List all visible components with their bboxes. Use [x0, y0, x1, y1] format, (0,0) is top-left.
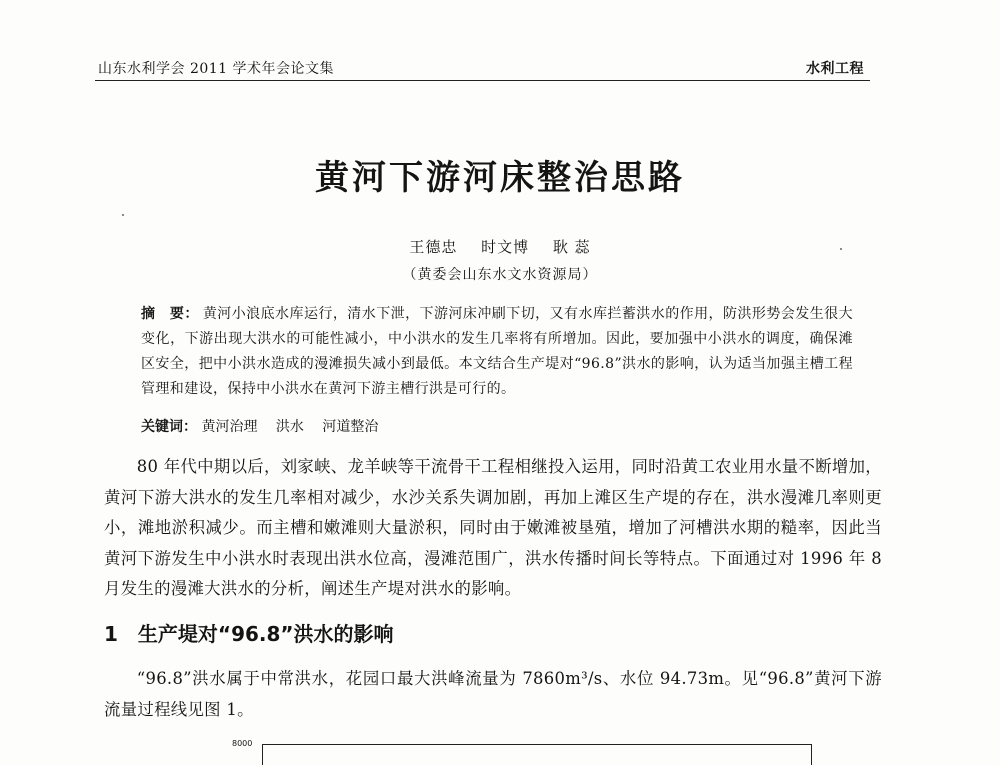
- keywords-label: 关键词：: [141, 419, 197, 435]
- section-heading: [104, 618, 394, 647]
- running-header-right: 水利工程: [806, 61, 864, 77]
- author-list: [0, 236, 1000, 257]
- author: 耿 蕊: [552, 238, 591, 256]
- abstract: [141, 302, 853, 402]
- author: 王德忠: [409, 238, 458, 256]
- keyword: 洪水: [275, 419, 304, 435]
- body-paragraph-2: “96.8”洪水属于中常洪水，花园口最大洪峰流量为 7860m³/s、水位 94.73m。见“96.8”黄河下游流量过程线见图 1。: [104, 669, 882, 719]
- body-paragraph-1: 80 年代中期以后，刘家峡、龙羊峡等干流骨干工程相继投入运用，同时沿黄工农业用水量不断增加，黄河下游大洪水的发生几率相对减少，水沙关系失调加剧，再加上滩区生产堤的存在，洪水漫滩几率则更小，滩地淤积减少。而主槽和嫩滩则大量淤积，同时由于嫩滩被垦殖，增加了河槽洪水期的糙率，因此当黄河下游发生中小洪水时表现出洪水位高，漫滩范围广，洪水传播时间长等特点。下面通过对 1996 年 8 月发生的漫滩大洪水的分析，阐述生产堤对洪水的影响。: [104, 457, 882, 598]
- affiliation: （黄委会山东水文水资源局）: [402, 267, 598, 283]
- paper-title: 黄河下游河床整治思路: [315, 158, 685, 198]
- keywords: [141, 416, 392, 436]
- running-header-left: 山东水利学会 2011 学术年会论文集: [98, 61, 335, 77]
- figure-frame: [262, 744, 812, 765]
- figure-y-axis-label: 8000: [232, 739, 253, 748]
- keyword: 黄河治理: [201, 419, 258, 435]
- abstract-text: 黄河小浪底水库运行，清水下泄，下游河床冲刷下切，又有水库拦蓄洪水的作用，防洪形势会发生很大变化，下游出现大洪水的可能性减小，中小洪水的发生几率将有所增加。因此，要加强中小洪水的调度，确保滩区安全，把中小洪水造成的漫滩损失减小到最低。本文结合生产堤对“96.8”洪水的影响，认为适当加强主槽工程管理和建设，保持中小洪水在黄河下游主槽行洪是可行的。: [141, 306, 854, 397]
- author: 时文博: [481, 238, 530, 256]
- scan-speck: [122, 214, 124, 216]
- section-title: 生产堤对“96.8”洪水的影响: [137, 622, 394, 646]
- keyword: 河道整治: [322, 419, 379, 435]
- abstract-label: 摘 要：: [141, 306, 199, 322]
- section-number: 1: [104, 622, 118, 646]
- scan-speck: [840, 248, 842, 250]
- header-rule: [95, 80, 870, 81]
